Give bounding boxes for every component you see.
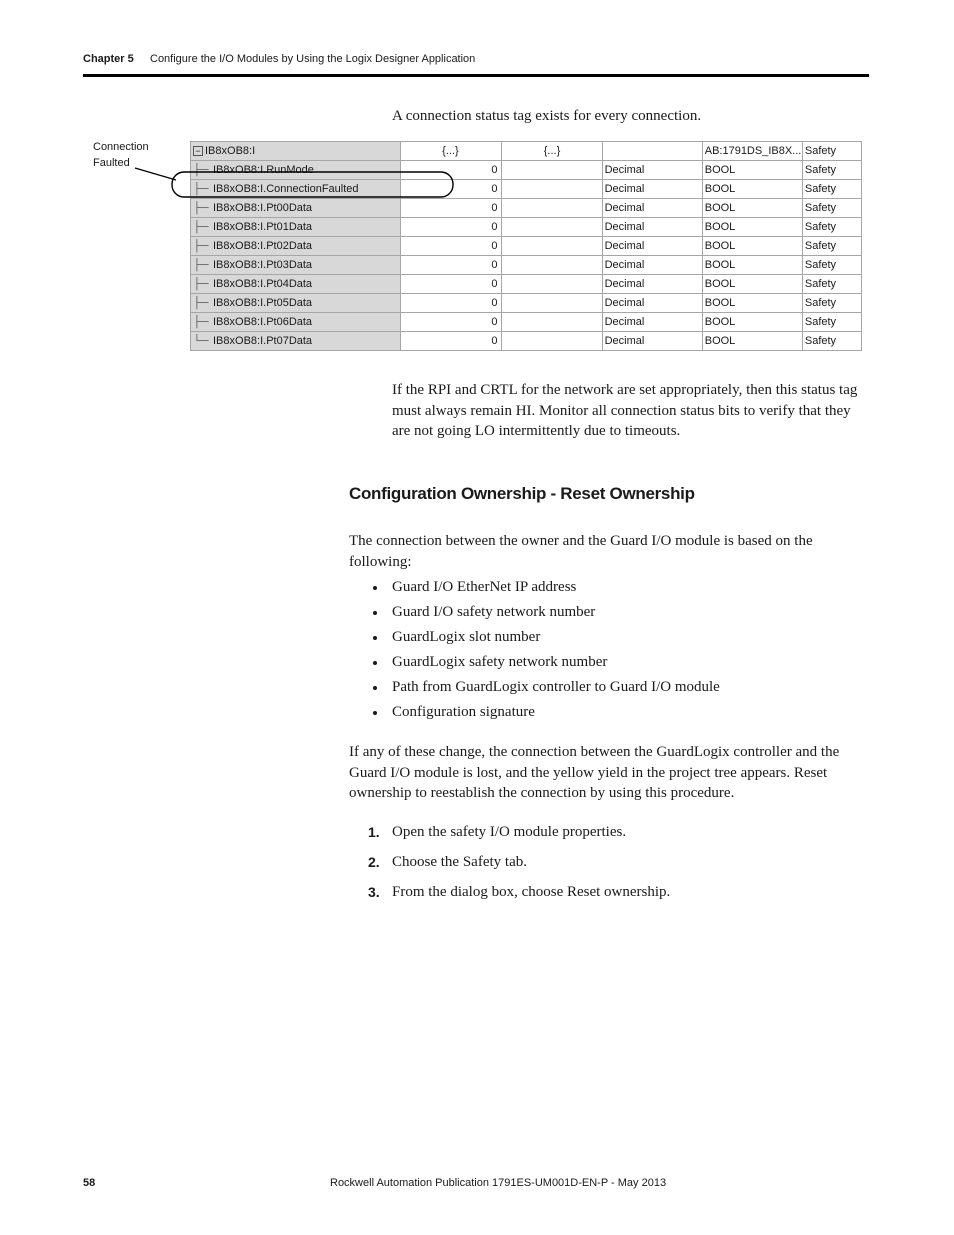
tree-branch-icon: ├─ xyxy=(193,297,209,309)
bullet-icon xyxy=(373,686,377,690)
tag-name: IB8xOB8:I.Pt06Data xyxy=(213,316,313,328)
tag-row-connection-faulted[interactable] xyxy=(191,180,862,199)
tag-value[interactable]: 0 xyxy=(401,237,502,256)
tag-name-cell[interactable] xyxy=(191,218,401,237)
tag-row[interactable] xyxy=(191,332,862,351)
tag-force-mask[interactable] xyxy=(502,180,602,199)
tag-name: IB8xOB8:I xyxy=(205,145,256,157)
tag-style[interactable]: Decimal xyxy=(602,161,702,180)
tag-value[interactable]: 0 xyxy=(401,275,502,294)
connection-basis-paragraph: The connection between the owner and the Guard I/O module is based on the following: xyxy=(349,533,813,570)
step-item: 1. Open the safety I/O module properties. xyxy=(368,824,627,840)
tag-value[interactable]: 0 xyxy=(401,313,502,332)
tag-name: IB8xOB8:I.Pt05Data xyxy=(213,297,313,309)
bullet-list xyxy=(349,576,720,726)
tag-row[interactable] xyxy=(191,256,862,275)
tag-row-parent[interactable] xyxy=(191,142,862,161)
tag-value[interactable]: 0 xyxy=(401,180,502,199)
tag-force-mask[interactable] xyxy=(502,332,602,351)
tag-name-cell[interactable] xyxy=(191,142,401,161)
tag-style[interactable]: Decimal xyxy=(602,275,702,294)
collapse-icon[interactable]: − xyxy=(193,146,203,156)
tag-class[interactable]: Safety xyxy=(802,294,861,313)
tag-name: IB8xOB8:I.RunMode xyxy=(213,164,314,176)
tag-value[interactable]: 0 xyxy=(401,218,502,237)
tag-row[interactable] xyxy=(191,199,862,218)
status-tag-paragraph: If the RPI and CRTL for the network are set appropriately, then this status tag must always remain HI. Monitor all connection status bits to verify that they are not going LO intermittently due to timeouts. xyxy=(392,382,858,439)
page-number: 58 xyxy=(83,1177,96,1189)
tag-style[interactable]: Decimal xyxy=(602,256,702,275)
tag-data-type[interactable]: BOOL xyxy=(702,218,802,237)
tag-data-type[interactable]: BOOL xyxy=(702,275,802,294)
chapter-title: Configure the I/O Modules by Using the Logix Designer Application xyxy=(150,53,476,65)
list-item: Guard I/O EtherNet IP address xyxy=(349,576,720,601)
tag-name-cell[interactable] xyxy=(191,332,401,351)
tag-value[interactable]: {...} xyxy=(401,142,502,161)
tag-row[interactable] xyxy=(191,237,862,256)
tag-style[interactable]: Decimal xyxy=(602,237,702,256)
tag-class[interactable]: Safety xyxy=(802,142,861,161)
list-item: Configuration signature xyxy=(349,701,720,726)
tag-style[interactable]: Decimal xyxy=(602,294,702,313)
tag-class[interactable]: Safety xyxy=(802,256,861,275)
tag-name-cell[interactable] xyxy=(191,180,401,199)
tag-data-type[interactable]: BOOL xyxy=(702,294,802,313)
tag-class[interactable]: Safety xyxy=(802,313,861,332)
list-item: GuardLogix safety network number xyxy=(349,651,720,676)
tag-style[interactable]: Decimal xyxy=(602,180,702,199)
tag-name-cell[interactable] xyxy=(191,161,401,180)
tag-table xyxy=(190,141,862,351)
tag-class[interactable]: Safety xyxy=(802,237,861,256)
tag-name-cell[interactable] xyxy=(191,256,401,275)
tag-name: IB8xOB8:I.Pt03Data xyxy=(213,259,313,271)
tag-name-cell[interactable] xyxy=(191,294,401,313)
ownership-change-paragraph: If any of these change, the connection between the GuardLogix controller and the Guard I/O module is lost, and the yellow yield in the project tree appears. Reset ownership to reestablish the connection by using this procedure. xyxy=(349,744,840,801)
tag-value[interactable]: 0 xyxy=(401,294,502,313)
tag-force-mask[interactable]: {...} xyxy=(502,142,602,161)
tag-data-type[interactable]: BOOL xyxy=(702,161,802,180)
bullet-icon xyxy=(373,611,377,615)
publication-info: Rockwell Automation Publication 1791ES-UM001D-EN-P - May 2013 xyxy=(330,1177,667,1189)
list-item: Path from GuardLogix controller to Guard I/O module xyxy=(349,676,720,701)
tag-value[interactable]: 0 xyxy=(401,199,502,218)
tag-force-mask[interactable] xyxy=(502,275,602,294)
tag-name: IB8xOB8:I.Pt02Data xyxy=(213,240,313,252)
step-item: 2. Choose the Safety tab. xyxy=(368,854,527,870)
tag-style[interactable]: Decimal xyxy=(602,313,702,332)
tree-branch-icon: ├─ xyxy=(193,164,209,176)
tag-name: IB8xOB8:I.Pt07Data xyxy=(213,335,313,347)
tag-name: IB8xOB8:I.Pt00Data xyxy=(213,202,313,214)
bullet-icon xyxy=(373,711,377,715)
tag-class[interactable]: Safety xyxy=(802,275,861,294)
tree-branch-icon: ├─ xyxy=(193,316,209,328)
section-heading: Configuration Ownership - Reset Ownership xyxy=(349,484,695,503)
tag-name-cell[interactable] xyxy=(191,275,401,294)
tag-class[interactable]: Safety xyxy=(802,332,861,351)
tag-value[interactable]: 0 xyxy=(401,161,502,180)
callout-label xyxy=(93,139,149,171)
bullet-icon xyxy=(373,636,377,640)
tag-value[interactable]: 0 xyxy=(401,332,502,351)
tag-data-type[interactable]: BOOL xyxy=(702,332,802,351)
tree-branch-icon: ├─ xyxy=(193,278,209,290)
tree-branch-icon: └─ xyxy=(193,335,209,347)
tag-data-type[interactable]: AB:1791DS_IB8X... xyxy=(702,142,802,161)
header-rule xyxy=(83,74,869,77)
tag-name: IB8xOB8:I.Pt04Data xyxy=(213,278,313,290)
tag-data-type[interactable]: BOOL xyxy=(702,256,802,275)
tag-data-type[interactable]: BOOL xyxy=(702,199,802,218)
tag-force-mask[interactable] xyxy=(502,294,602,313)
tag-name-cell[interactable] xyxy=(191,313,401,332)
callout-line-2: Faulted xyxy=(93,157,130,169)
tag-name-cell[interactable] xyxy=(191,237,401,256)
tag-name: IB8xOB8:I.Pt01Data xyxy=(213,221,313,233)
tag-row[interactable] xyxy=(191,313,862,332)
tag-row[interactable] xyxy=(191,218,862,237)
callout-line-1: Connection xyxy=(93,141,149,153)
tag-data-type[interactable]: BOOL xyxy=(702,313,802,332)
tree-branch-icon: ├─ xyxy=(193,183,209,195)
tag-value[interactable]: 0 xyxy=(401,256,502,275)
procedure-steps xyxy=(349,821,670,911)
step-item: 3. From the dialog box, choose Reset ownership. xyxy=(368,884,671,900)
tag-data-type[interactable]: BOOL xyxy=(702,237,802,256)
tag-style[interactable]: Decimal xyxy=(602,218,702,237)
tree-branch-icon: ├─ xyxy=(193,202,209,214)
tag-class[interactable]: Safety xyxy=(802,199,861,218)
tag-style[interactable]: Decimal xyxy=(602,332,702,351)
tag-force-mask[interactable] xyxy=(502,256,602,275)
tree-branch-icon: ├─ xyxy=(193,240,209,252)
tag-style[interactable] xyxy=(602,142,702,161)
tag-class[interactable]: Safety xyxy=(802,218,861,237)
intro-text: A connection status tag exists for every connection. xyxy=(392,108,702,124)
tag-force-mask[interactable] xyxy=(502,218,602,237)
tree-branch-icon: ├─ xyxy=(193,221,209,233)
tag-force-mask[interactable] xyxy=(502,161,602,180)
tag-name: IB8xOB8:I.ConnectionFaulted xyxy=(213,183,359,195)
chapter-label: Chapter 5 xyxy=(83,53,134,65)
list-item: Guard I/O safety network number xyxy=(349,601,720,626)
tag-force-mask[interactable] xyxy=(502,313,602,332)
tag-force-mask[interactable] xyxy=(502,199,602,218)
tag-name-cell[interactable] xyxy=(191,199,401,218)
tree-branch-icon: ├─ xyxy=(193,259,209,271)
tag-data-type[interactable]: BOOL xyxy=(702,180,802,199)
tag-row[interactable] xyxy=(191,161,862,180)
tag-style[interactable]: Decimal xyxy=(602,199,702,218)
tag-class[interactable]: Safety xyxy=(802,180,861,199)
tag-force-mask[interactable] xyxy=(502,237,602,256)
bullet-icon xyxy=(373,586,377,590)
tag-row[interactable] xyxy=(191,275,862,294)
list-item: GuardLogix slot number xyxy=(349,626,720,651)
tag-row[interactable] xyxy=(191,294,862,313)
tag-class[interactable]: Safety xyxy=(802,161,861,180)
bullet-icon xyxy=(373,661,377,665)
